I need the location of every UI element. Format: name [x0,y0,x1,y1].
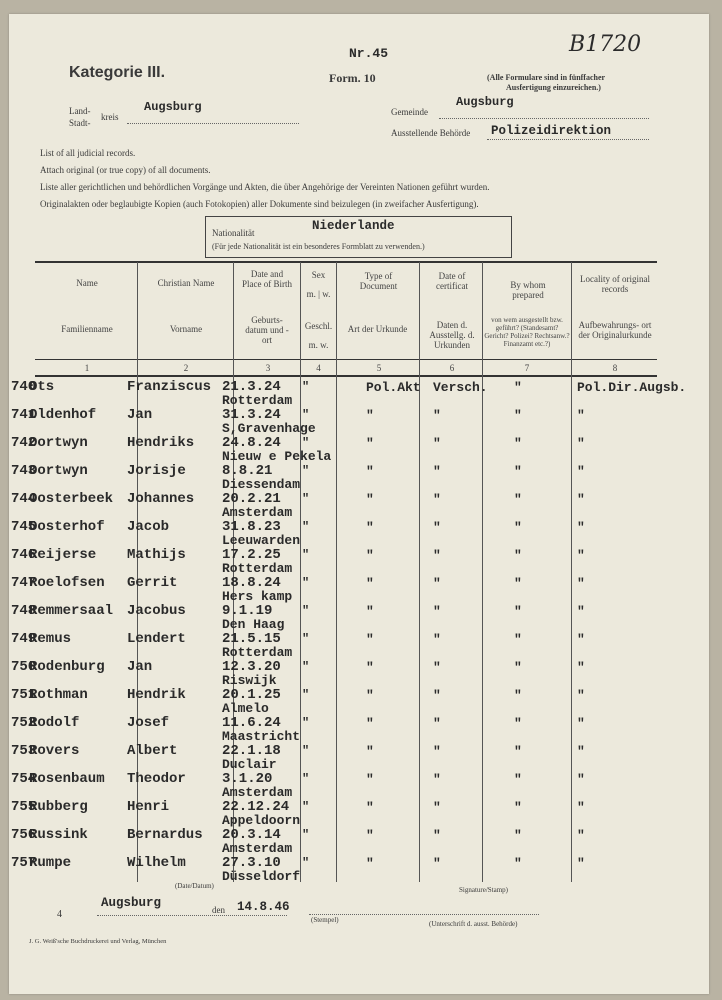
birth-place: Almelo [222,701,269,716]
given-name: Hendriks [127,435,195,451]
row-number: 742 [11,435,37,451]
col-number-1: 1 [84,363,90,373]
table-row [9,461,709,492]
table-row [9,713,709,744]
row-number: 741 [11,407,37,423]
row-number: 757 [11,855,37,871]
col-header-birth: Date and Place of Birth [242,269,292,289]
col-header-geburt: Geburts- datum und -ort [245,315,289,345]
birth-place: Den Haag [222,617,285,632]
instruction-2: Attach original (or true copy) of all documents. [40,165,211,175]
sex: " [302,576,310,590]
birth-date: 24.8.24 [222,435,281,451]
given-name: Bernardus [127,827,203,843]
birth-place: Amsterdam [222,785,293,800]
certificate-date: " [433,576,441,591]
given-name: Jacob [127,519,170,535]
row-number: 740 [11,379,37,395]
family-name: Oosterbeek [29,491,114,507]
col-header-von-wem: von wem ausgestellt bzw. geführt? (Standesamt? Gericht? Polizei? Rechtsanw.? Finanzamt etc.?) [484,316,570,348]
sex: " [302,800,310,814]
sex: " [302,688,310,702]
document-type: " [366,744,374,759]
certificate-date: " [433,408,441,423]
given-name: Henri [127,799,170,815]
given-name: Gerrit [127,575,178,591]
sex: " [302,520,310,534]
footer-place: Augsburg [101,896,162,910]
table-row [9,685,709,716]
prepared-by: " [514,688,522,703]
document-type: " [366,436,374,451]
sex: " [302,828,310,842]
certificate-date: " [433,548,441,563]
table-row [9,433,709,464]
certificate-date: " [433,436,441,451]
table-row [9,377,709,408]
given-name: Albert [127,743,178,759]
certificate-date: " [433,716,441,731]
family-name: Remmersaal [29,603,114,619]
certificate-date: " [433,520,441,535]
prepared-by: " [514,604,522,619]
form-number: Nr.45 [349,46,389,61]
table-row [9,741,709,772]
sex: " [302,436,310,450]
certificate-date: " [433,772,441,787]
document-type: " [366,772,374,787]
table-row [9,825,709,856]
table-row [9,601,709,632]
prepared-by: " [514,660,522,675]
footer-date: 14.8.46 [237,900,290,914]
form-code: Form. 10 [329,71,376,85]
row-number: 751 [11,687,37,703]
footer-signature-underline [309,913,539,915]
family-name: Reijerse [29,547,97,563]
family-name: Oortwyn [29,435,88,451]
footer-den: den [212,905,225,915]
col-number-3: 3 [265,363,271,373]
col-number-7: 7 [524,363,530,373]
col-header-aufbewahrung: Aufbewahrungs- ort der Originalurkunde [578,320,652,340]
birth-date: 31.8.23 [222,519,281,535]
col-header-geschl: Geschl. [304,321,333,331]
record-locality: " [577,688,585,703]
prepared-by: " [514,772,522,787]
sex: " [302,408,310,422]
document-type: " [366,828,374,843]
gemeinde-underline [439,117,649,119]
record-locality: " [577,548,585,563]
birth-place: Duclair [222,757,277,772]
landkreis-value: Augsburg [144,100,202,114]
document-type: " [366,632,374,647]
col-number-4: 4 [316,363,321,373]
certificate-date: " [433,688,441,703]
row-number: 756 [11,827,37,843]
table-row [9,405,709,436]
unterschrift-label: (Unterschrift d. ausst. Behörde) [429,920,518,928]
family-name: Oldenhof [29,407,97,423]
landkreis-label-1: Land- [69,106,91,116]
sex: " [302,380,310,394]
birth-date: 20.3.14 [222,827,281,843]
prepared-by: " [514,492,522,507]
row-number: 747 [11,575,37,591]
col-number-2: 2 [183,363,189,373]
family-name: Rodolf [29,715,80,731]
birth-place: Maastricht [222,729,301,744]
birth-place: Amsterdam [222,505,293,520]
prepared-by: " [514,800,522,815]
document-type: " [366,660,374,675]
margin-number: 4 [57,909,62,920]
sex: " [302,632,310,646]
birth-date: 21.5.15 [222,631,281,647]
certificate-date: " [433,492,441,507]
certificate-date: " [433,464,441,479]
given-name: Jan [127,659,153,675]
certificate-date: " [433,632,441,647]
row-number: 748 [11,603,37,619]
prepared-by: " [514,744,522,759]
family-name: Rubberg [29,799,88,815]
record-locality: " [577,856,585,871]
given-name: Mathijs [127,547,186,563]
prepared-by: " [514,856,522,871]
family-name: Rumpe [29,855,72,871]
document-type: " [366,716,374,731]
record-locality: " [577,800,585,815]
instruction-1: List of all judicial records. [40,148,136,158]
col-number-8: 8 [612,363,618,373]
table-row [9,489,709,520]
certificate-date: " [433,856,441,871]
birth-date: 20.2.21 [222,491,281,507]
stempel-label: (Stempel) [311,916,339,924]
sex: " [302,772,310,786]
table-row [9,573,709,604]
birth-date: 22.1.18 [222,743,281,759]
prepared-by: " [514,576,522,591]
prepared-by: " [514,464,522,479]
instruction-4: Originalakten oder beglaubigte Kopien (auch Fotokopien) aller Dokumente sind beizulegen (in zweifacher Ausfertigung). [40,199,479,209]
row-number: 749 [11,631,37,647]
birth-date: 11.6.24 [222,715,281,731]
form-sheet [9,14,709,994]
landkreis-label-3: kreis [101,112,119,122]
family-name: Oortwyn [29,463,88,479]
col-header-familienname: Familienname [61,324,113,334]
signature-label: Signature/Stamp) [459,886,508,894]
given-name: Lendert [127,631,186,647]
col-header-sex-sub: m. | w. [306,289,331,299]
row-number: 752 [11,715,37,731]
prepared-by: " [514,632,522,647]
record-locality: " [577,492,585,507]
birth-date: 12.3.20 [222,659,281,675]
sex: " [302,492,310,506]
nationality-label: Nationalität [212,228,255,238]
sex: " [302,548,310,562]
document-type: " [366,800,374,815]
document-type: " [366,520,374,535]
copies-note-1: (Alle Formulare sind in fünffacher [487,73,606,82]
row-number: 743 [11,463,37,479]
document-type: " [366,688,374,703]
gemeinde-value: Augsburg [456,95,514,109]
row-number: 750 [11,659,37,675]
table-row [9,797,709,828]
document-type: " [366,856,374,871]
footer-date-underline [97,914,287,916]
record-locality: " [577,716,585,731]
table-row [9,517,709,548]
birth-place: Riswijk [222,673,277,688]
landkreis-underline [127,122,299,124]
sex: " [302,856,310,870]
record-locality: " [577,744,585,759]
given-name: Franziscus [127,379,212,395]
behoerde-value: Polizeidirektion [491,124,612,138]
table-row [9,629,709,660]
birth-place: Hers kamp [222,589,293,604]
birth-place: Leeuwarden [222,533,301,548]
behoerde-label: Ausstellende Behörde [391,128,471,138]
birth-date: 17.2.25 [222,547,281,563]
given-name: Johannes [127,491,195,507]
nationality-value: Niederlande [312,219,395,233]
sex: " [302,744,310,758]
col-header-doc-type: Type of Document [359,271,398,291]
certificate-date: " [433,800,441,815]
copies-note-2: Ausfertigung einzureichen.) [506,83,601,92]
prepared-by: " [514,436,522,451]
prepared-by: " [514,828,522,843]
col-header-name: Name [76,278,98,288]
family-name: Remus [29,631,72,647]
prepared-by: " [514,716,522,731]
birth-place: Düsseldorf [222,869,301,884]
row-number: 744 [11,491,37,507]
birth-place: Diessendam [222,477,301,492]
birth-date: 3.1.20 [222,771,273,787]
landkreis-label-2: Stadt- [69,118,91,128]
col-number-5: 5 [376,363,382,373]
col-number-6: 6 [449,363,455,373]
family-name: Rovers [29,743,80,759]
document-type: " [366,576,374,591]
table-row [9,657,709,688]
record-locality: " [577,520,585,535]
birth-place: S,Gravenhage [222,421,316,436]
birth-date: 9.1.19 [222,603,273,619]
document-type: " [366,548,374,563]
col-header-vorname: Vorname [169,324,203,334]
record-locality: " [577,632,585,647]
record-locality: " [577,576,585,591]
col-header-christian-name: Christian Name [157,278,215,288]
given-name: Wilhelm [127,855,186,871]
prepared-by: " [514,408,522,423]
given-name: Theodor [127,771,186,787]
family-name: Rodenburg [29,659,105,675]
family-name: Roelofsen [29,575,105,591]
birth-date: 20.1.25 [222,687,281,703]
col-header-art: Art der Urkunde [347,324,408,334]
birth-date: 27.3.10 [222,855,281,871]
table-row [9,545,709,576]
sex: " [302,716,310,730]
record-locality: " [577,408,585,423]
birth-place: Rotterdam [222,393,293,408]
table-top-rule [35,261,657,263]
record-locality: " [577,660,585,675]
gemeinde-label: Gemeinde [391,107,428,117]
birth-place: Rotterdam [222,645,293,660]
table-row [9,853,709,884]
document-type: " [366,492,374,507]
record-locality: " [577,604,585,619]
birth-date: 31.3.24 [222,407,281,423]
birth-date: 8.8.21 [222,463,273,479]
table-row [9,769,709,800]
prepared-by: " [514,520,522,535]
document-type: Pol.Akt [366,380,421,395]
certificate-date: " [433,744,441,759]
col-header-locality: Locality of original records [580,274,650,294]
birth-date: 18.8.24 [222,575,281,591]
row-number: 746 [11,547,37,563]
col-header-cert-date: Date of certificat [436,271,468,291]
birth-date: 21.3.24 [222,379,281,395]
record-locality: Pol.Dir.Augsb. [577,380,687,395]
row-number: 754 [11,771,37,787]
certificate-date: " [433,828,441,843]
table-number-rule [35,359,657,360]
birth-place: Appeldoorn [222,813,301,828]
sex: " [302,604,310,618]
given-name: Jan [127,407,153,423]
given-name: Hendrik [127,687,186,703]
family-name: Rothman [29,687,88,703]
given-name: Jacobus [127,603,186,619]
col-header-geschl-sub: m. w. [308,340,329,350]
prepared-by: " [514,548,522,563]
family-name: Oosterhof [29,519,105,535]
birth-date: 22.12.24 [222,799,290,815]
sex: " [302,464,310,478]
printer-imprint: J. G. Weiß'sche Buchdruckerei und Verlag, München [29,938,167,945]
document-type: " [366,604,374,619]
certificate-date: " [433,604,441,619]
row-number: 745 [11,519,37,535]
nationality-note: (Für jede Nationalität ist ein besonderes Formblatt zu verwenden.) [212,242,425,251]
birth-place: Nieuw e Pekela [222,449,332,464]
birth-place: Rotterdam [222,561,293,576]
record-locality: " [577,828,585,843]
prepared-by: " [514,380,522,395]
record-locality: " [577,464,585,479]
family-name: Ots [29,379,55,395]
document-type: " [366,408,374,423]
record-locality: " [577,436,585,451]
given-name: Josef [127,715,170,731]
col-header-daten: Daten d. Ausstellg. d. Urkunden [429,320,475,350]
col-header-by-whom: By whom prepared [510,280,546,300]
instruction-3: Liste aller gerichtlichen und behördlichen Vorgänge und Akten, die über Angehörige der Vereinten Nationen geführt wurden. [40,182,490,192]
certificate-date: Versch. [433,380,488,395]
document-type: " [366,464,374,479]
given-name: Jorisje [127,463,186,479]
behoerde-underline [487,138,649,140]
sex: " [302,660,310,674]
row-number: 755 [11,799,37,815]
birth-place: Amsterdam [222,841,293,856]
record-locality: " [577,772,585,787]
category-title: Kategorie III. [69,64,166,81]
row-number: 753 [11,743,37,759]
handwritten-file-number: B1720 [569,32,642,57]
family-name: Rosenbaum [29,771,105,787]
col-header-sex: Sex [311,270,326,280]
family-name: Russink [29,827,88,843]
certificate-date: " [433,660,441,675]
date-label: (Date/Datum) [175,882,214,890]
